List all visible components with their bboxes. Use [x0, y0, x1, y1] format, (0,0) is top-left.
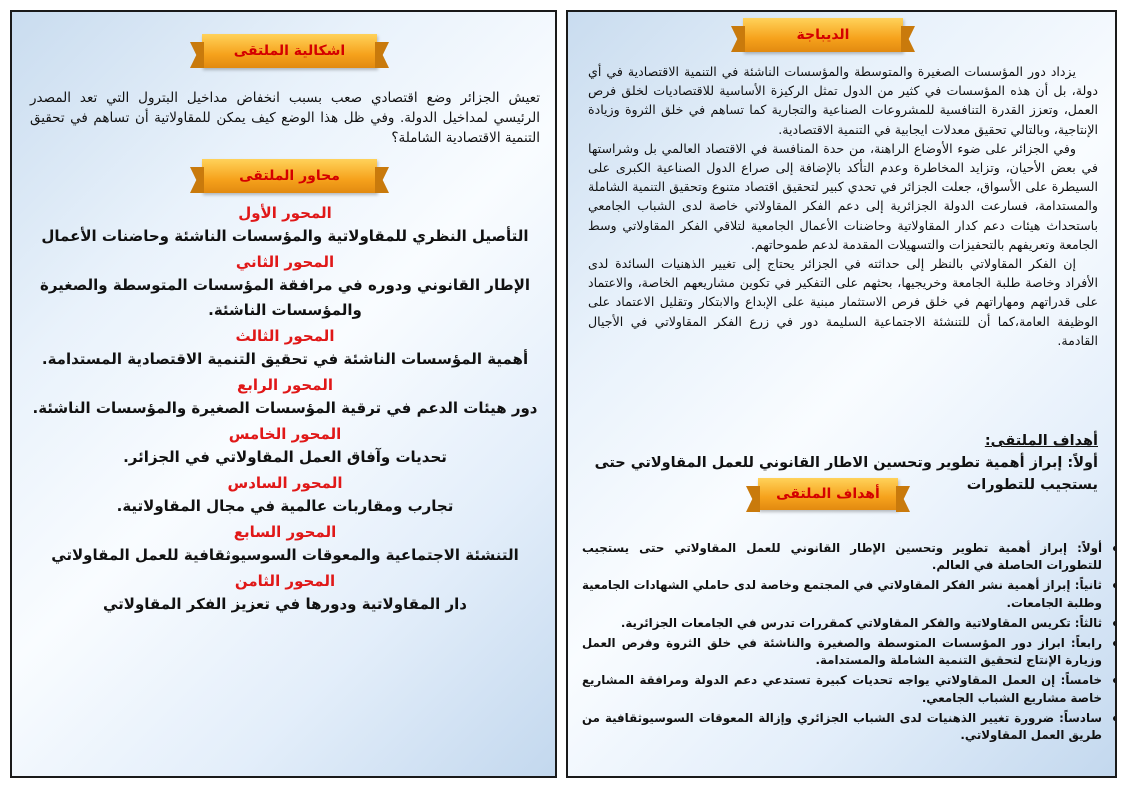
axis-text: تجارب ومقاربات عالمية في مجال المقاولاتية. — [116, 497, 454, 515]
goals-first-line: أولاً: إبراز أهمية تطوير وتحسين الاطار القانوني للعمل المقاولاتي حتى يستجيب للتطورات — [594, 455, 1098, 493]
axis-item — [26, 374, 544, 421]
axis-item — [26, 472, 544, 519]
axis-text: الإطار القانوني ودوره في مرافقة المؤسسات المتوسطة والصغيرة والمؤسسات الناشئة. — [39, 276, 531, 319]
axis-title: المحور الثامن — [234, 572, 336, 590]
axes-ribbon — [202, 159, 377, 193]
axis-text: تحديات وآفاق العمل المقاولاتي في الجزائر. — [123, 448, 447, 466]
axis-item — [26, 251, 544, 323]
axis-text: دور هيئات الدعم في ترقية المؤسسات الصغيرة والمؤسسات الناشئة. — [32, 399, 538, 417]
axis-item — [26, 570, 544, 617]
goal-item: ثانياً: إبراز أهمية نشر الفكر المقاولاتي في المجتمع وخاصة لدى حاملي الشهادات الجامعية وطلبة الجامعات. — [582, 577, 1102, 611]
left-panel — [10, 10, 557, 778]
preamble — [588, 62, 1098, 350]
axis-text: التنشئة الاجتماعية والمعوقات السوسيوثقافية للعمل المقاولاتي — [51, 546, 519, 564]
goal-item: خامساً: إن العمل المقاولاتي يواجه تحديات كبيرة تستدعي دعم الدولة ومرافقة المشاريع خاصة مشاريع الشباب الجامعي. — [582, 672, 1102, 706]
goals-title: أهداف الملتقى — [776, 486, 880, 502]
axis-title: المحور السادس — [227, 474, 343, 492]
axis-text: أهمية المؤسسات الناشئة في تحقيق التنمية الاقتصادية المستدامة. — [41, 350, 529, 368]
goal-item: سادساً: ضرورة تغيير الذهنيات لدى الشباب الجزائري وإزالة المعوقات السوسيوثقافية من طريق العمل المقاولاتي. — [582, 710, 1102, 744]
axis-title: المحور السابع — [233, 523, 337, 541]
goal-item: رابعاً: ابراز دور المؤسسات المتوسطة والصغيرة والناشئة في خلق الثروة وفرص العمل وزيارة الإنتاج لتحقيق التنمية الشاملة والمستدامة. — [582, 635, 1102, 669]
goals-heading: أهداف الملتقى: — [984, 433, 1098, 449]
axes-list — [26, 202, 544, 619]
axis-title: المحور الثالث — [235, 327, 335, 345]
preamble-paragraph: إن الفكر المقاولاتي بالنظر إلى حداثته في الجزائر يحتاج إلى تغيير الذهنيات السائدة لدى الأفراد وخاصة طلبة الجامعة وخريجيها، بحثهم على التفكير في تكوين مشاريعهم الخاصة، والاعتماد على قدراتهم ومهاراتهم في خلق فرص الاستثمار مبنية على الإبداع والابتكار وتقليل الاعتماد على الوظيفة العامة،كما أن للتنشئة الاجتماعية السليمة دور في زرع الفكر المقاولاتي في الأجيال القادمة. — [588, 256, 1098, 348]
goals-ribbon — [758, 478, 898, 510]
axis-text: دار المقاولاتية ودورها في تعزيز الفكر المقاولاتي — [103, 595, 467, 613]
preamble-title: الديباجة — [796, 27, 850, 43]
axis-item — [26, 521, 544, 568]
preamble-paragraph: يزداد دور المؤسسات الصغيرة والمتوسطة والمؤسسات الناشئة في التنمية الاقتصادية في أي دولة، بل أن هذه المؤسسات في كثير من الدول تمثل الركيزة الأساسية للاقتصاديات لخلق فرص العمل، وتعزز القدرة التنافسية للمشروعات الصناعية والتجارية كما تساهم في خلق الثروة وزيادة الإنتاجية، وبالتالي تحقيق معدلات ايجابية في التنمية الاقتصادية. — [588, 64, 1098, 137]
problem-title: اشكالية الملتقى — [233, 43, 346, 59]
axis-item — [26, 423, 544, 470]
problem-text: تعيش الجزائر وضع اقتصادي صعب بسبب انخفاض مداخيل البترول التي تعد المصدر الرئيسي لمداخيل الدولة. وفي ظل هذا الوضع كيف يمكن للمقاولاتية أن تساهم في تحقيق التنمية الاقتصادية الشاملة؟ — [30, 90, 540, 146]
goal-item: أولاً: إبراز أهمية تطوير وتحسين الإطار القانوني للعمل المقاولاتي حتى يستجيب للتطورات الحاصلة في العالم. — [582, 540, 1102, 574]
preamble-paragraph: وفي الجزائر على ضوء الأوضاع الراهنة، من حدة المنافسة في الاقتصاد العالمي بل وشراستها في بعض الأحيان، وتزايد المخاطرة وعدم التأكد بالإضافة إلى صراع الدول الصناعية الكبرى على السيطرة على الأسواق، جعلت الجزائر في تحدي كبير لتحقيق اقتصاد متنوع وتحقيق التنمية الشاملة والمستدامة، فسارعت الدولة الجزائرية إلى دعم الفكر المقاولاتي خاصة لدى الشباب الجامعي باستحداث هيئات دعم كدار المقاولاتية وحاضنات الأعمال الجامعية لتلاقي الفكر المقاولاتي وسط الجامعة وتعريفهم بالتحفيزات والتسهيلات المقدمة لدعم طموحاتهم. — [588, 140, 1098, 252]
axis-title: المحور الأول — [238, 204, 332, 222]
problem-ribbon — [202, 34, 377, 68]
preamble-ribbon — [743, 18, 903, 52]
axis-title: المحور الخامس — [228, 425, 342, 443]
goal-item: ثالثاً: تكريس المقاولاتية والفكر المقاولاتي كمقررات تدرس في الجامعات الجزائرية. — [582, 615, 1102, 632]
axis-item — [26, 202, 544, 249]
axis-title: المحور الثاني — [235, 253, 335, 271]
right-panel — [566, 10, 1117, 778]
goals-list — [582, 540, 1117, 747]
axis-text: التأصيل النظري للمقاولاتية والمؤسسات الناشئة وحاضنات الأعمال — [41, 227, 529, 245]
axis-title: المحور الرابع — [236, 376, 334, 394]
axis-item — [26, 325, 544, 372]
axes-title: محاور الملتقى — [239, 168, 340, 184]
